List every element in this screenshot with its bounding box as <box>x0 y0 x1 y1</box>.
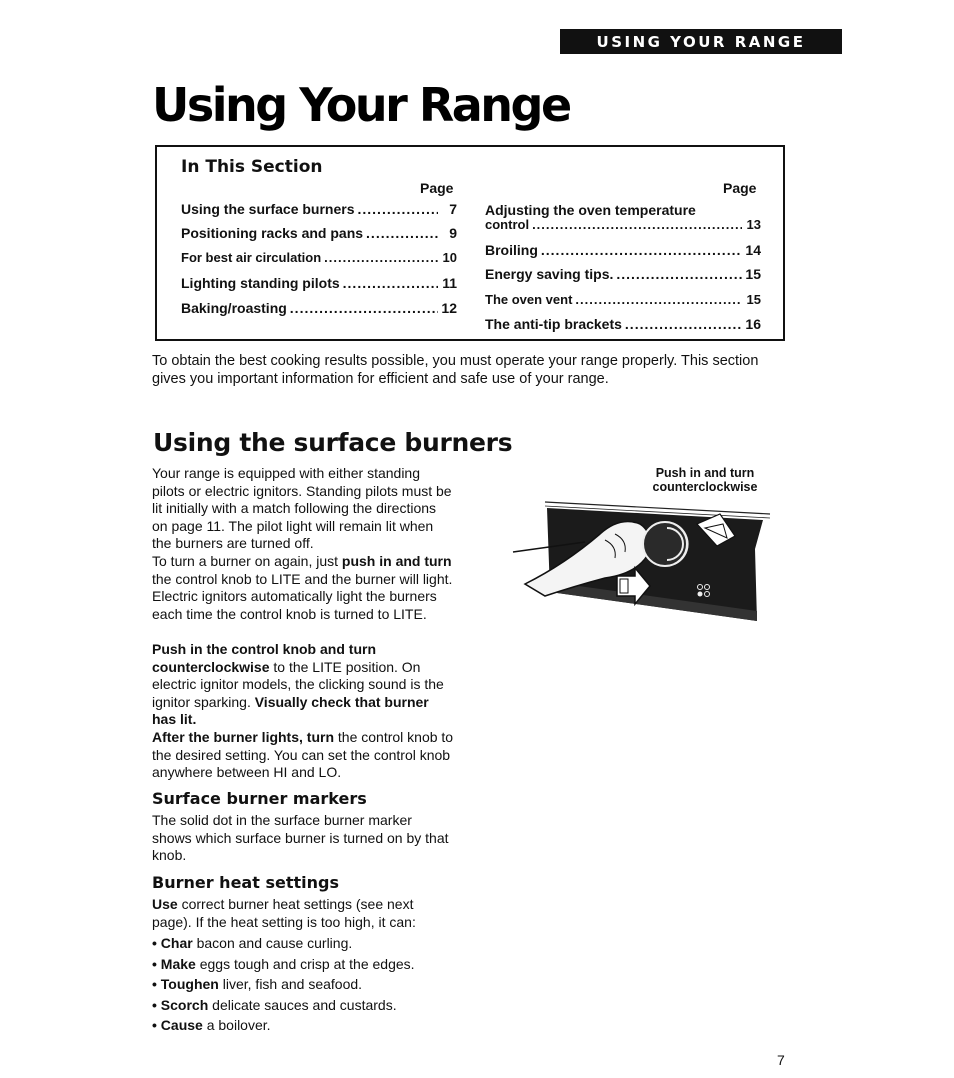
toc-entry-label: The anti-tip brackets <box>485 316 622 332</box>
toc-entry[interactable] <box>181 250 457 265</box>
body-paragraph: Push in the control knob and turn counterclockwise to the LITE position. On electric ignitor models, the clicking sound is the ignitor sparking. Visually check that burner has lit. <box>152 641 444 727</box>
toc-entry[interactable] <box>485 266 761 282</box>
toc-entry-page: 14 <box>745 242 761 258</box>
toc-heading: In This Section <box>181 157 323 177</box>
body-paragraph: The solid dot in the surface burner marker shows which surface burner is turned on by that knob. <box>152 812 449 863</box>
toc-entry[interactable] <box>181 300 457 316</box>
toc-entry[interactable] <box>485 242 761 258</box>
toc-entry-label: For best air circulation <box>181 250 322 265</box>
toc-entry-label: Baking/roasting <box>181 300 287 316</box>
toc-entry-page: 12 <box>441 300 457 316</box>
toc-entry[interactable] <box>485 316 761 332</box>
page-title: Using Your Range <box>152 78 570 132</box>
toc-entry-page: 11 <box>442 275 457 291</box>
list-item: • Make eggs tough and crisp at the edges. <box>152 954 415 975</box>
subheading-heat-settings: Burner heat settings <box>152 873 339 892</box>
intro-paragraph: To obtain the best cooking results possible, you must operate your range properly. This section gives you important information for efficient and safe use of your range. <box>152 353 759 387</box>
body-paragraph: To turn a burner on again, just push in and turn the control knob to LITE and the burner will light. Electric ignitors automatically light the burners each time the control knob is turned to LITE. <box>152 553 453 622</box>
figure-caption: Push in and turn counterclockwise <box>652 466 758 494</box>
list-item: • Scorch delicate sauces and custards. <box>152 995 415 1016</box>
toc-entry[interactable] <box>181 225 457 241</box>
toc-entry-label: Positioning racks and pans <box>181 225 364 241</box>
toc-entry-label: Energy saving tips. <box>485 266 614 282</box>
toc-entry[interactable] <box>181 275 457 291</box>
range-knob-illustration <box>505 494 780 629</box>
page-number: 7 <box>777 1052 785 1068</box>
toc-entry-page: 10 <box>442 250 457 265</box>
list-item: • Char bacon and cause curling. <box>152 933 415 954</box>
toc-entry-page: 13 <box>746 217 761 232</box>
toc-entry-label: Using the surface burners <box>181 201 355 217</box>
heat-bullet-list <box>152 933 415 1036</box>
toc-entry[interactable] <box>485 292 761 307</box>
list-item: • Cause a boilover. <box>152 1015 415 1036</box>
toc-entry-label: control <box>485 217 530 232</box>
toc-entry-label: Broiling <box>485 242 538 258</box>
toc-entry-label-line1: Adjusting the oven temperature <box>485 202 696 218</box>
toc-page-label-right: Page <box>723 180 757 196</box>
body-paragraph: After the burner lights, turn the control knob to the desired setting. You can set the control knob anywhere between HI and LO. <box>152 729 454 780</box>
toc-entry-page: 15 <box>745 266 761 282</box>
toc-entry-page: 7 <box>449 201 457 217</box>
toc-entry-page: 15 <box>746 292 761 307</box>
toc-entry[interactable] <box>485 217 761 232</box>
body-paragraph: Use correct burner heat settings (see next page). If the heat setting is too high, it can: <box>152 896 416 930</box>
toc-entry-page: 9 <box>449 225 457 241</box>
toc-entry-page: 16 <box>745 316 761 332</box>
subheading-markers: Surface burner markers <box>152 789 367 808</box>
toc-page-label-left: Page <box>420 180 454 196</box>
toc-entry-label: Lighting standing pilots <box>181 275 340 291</box>
body-paragraph: Your range is equipped with either standing pilots or electric ignitors. Standing pilots must be lit initially with a match following the directions on page 11. The pilot light will remain lit when the burners are turned off. <box>152 465 452 551</box>
toc-entry-label: The oven vent <box>485 292 573 307</box>
section-header-tab: USING YOUR RANGE <box>560 29 842 54</box>
list-item: • Toughen liver, fish and seafood. <box>152 974 415 995</box>
toc-entry[interactable] <box>181 201 457 217</box>
section-heading: Using the surface burners <box>153 428 513 457</box>
